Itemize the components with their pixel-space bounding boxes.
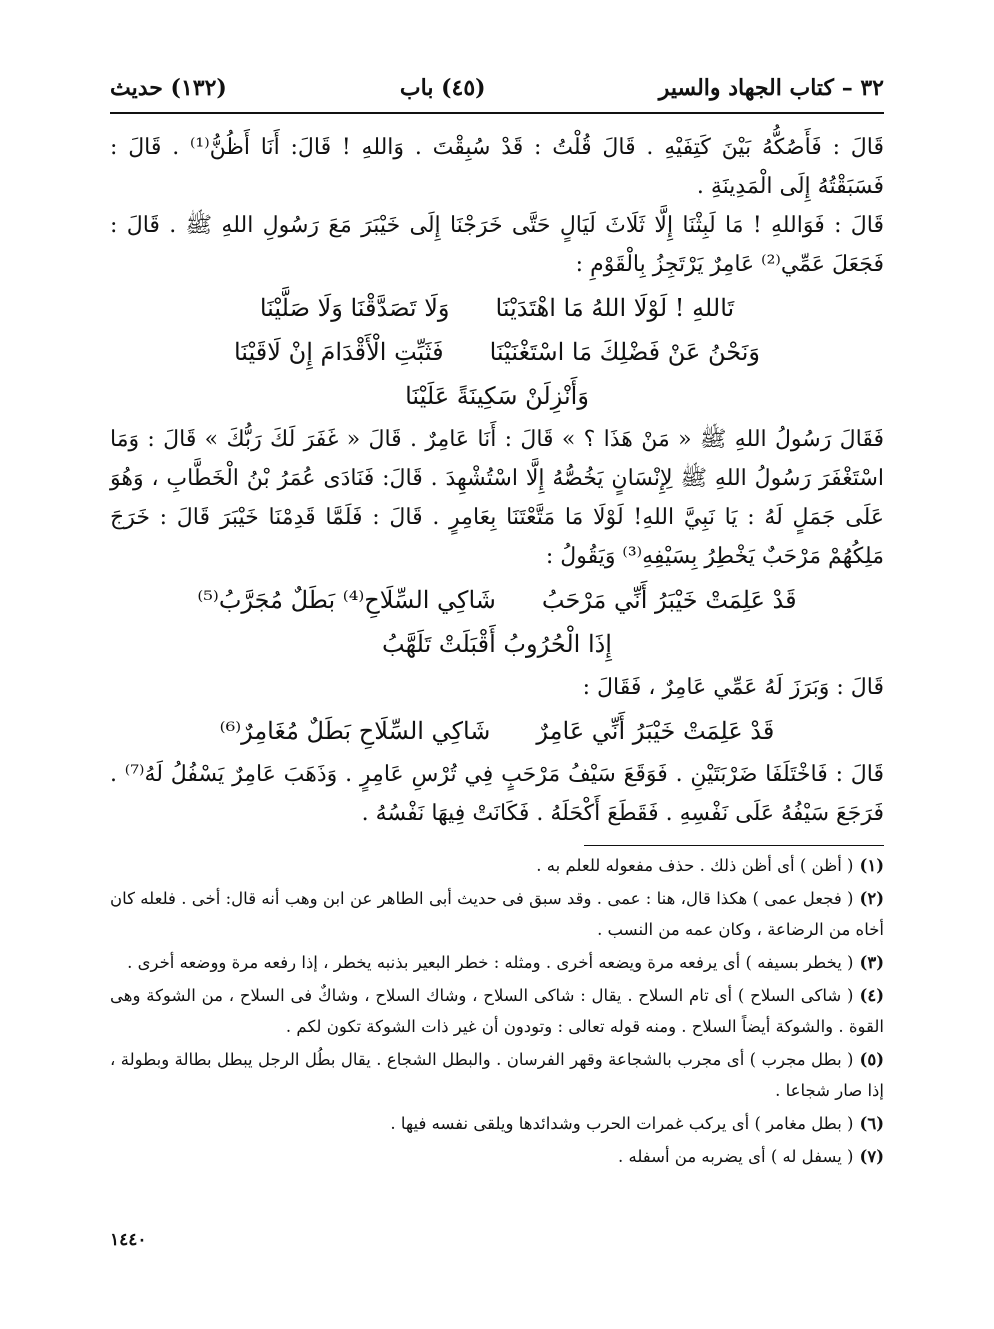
footnote-number: (٤) <box>859 986 884 1005</box>
page-title: ٣٢ – كتاب الجهاد والسير <box>658 75 884 101</box>
verse-hemistich: وَأَنْزِلَنْ سَكِينَةً عَلَيْنَا <box>405 382 589 410</box>
footnote-number: (٥) <box>859 1050 884 1069</box>
poem-2 <box>110 578 884 666</box>
footnote <box>110 947 884 978</box>
paragraph-2: قَالَ : فَوَاللهِ ! مَا لَبِثْنَا إِلَّا ثَلَاثَ لَيَالٍ حَتَّى خَرَجْنَا إِلَى خَيْبَرَ مَعَ رَسُولِ اللهِ ﷺ . قَالَ : فَجَعَلَ عَمِّي⁽²⁾ عَامِرٌ يَرْتَجِزُ بِالْقَوْمِ : <box>110 213 884 277</box>
poem-1 <box>110 286 884 418</box>
verse-line <box>110 374 884 418</box>
paragraph-4: قَالَ : وَبَرَزَ لَهُ عَمِّي عَامِرٌ ، فَقَالَ : <box>582 675 884 700</box>
chapter-label: (٤٥) باب <box>399 75 486 101</box>
footnote <box>110 1044 884 1106</box>
verse-hemistich: شَاكِي السِّلَاحِ⁽⁴⁾ بَطَلٌ مُجَرَّبُ⁽⁵⁾ <box>197 586 496 614</box>
footnote-number: (١) <box>859 856 884 875</box>
verse-hemistich: إِذَا الْحُرُوبُ أَقْبَلَتْ تَلَهَّبُ <box>382 630 612 658</box>
paragraph-5: قَالَ : فَاخْتَلَفَا ضَرْبَتَيْنِ . فَوَقَعَ سَيْفُ مَرْحَبٍ فِي تُرْسِ عَامِرٍ . وَذَهَبَ عَامِرٌ يَسْفُلُ لَهُ⁽⁷⁾ . فَرَجَعَ سَيْفُهُ عَلَى نَفْسِهِ . فَقَطَعَ أَكْحَلَهُ . فَكَانَتْ فِيهَا نَفْسُهُ . <box>110 762 884 826</box>
footnote-number: (٣) <box>859 953 884 972</box>
footnote <box>110 1141 884 1172</box>
verse-hemistich: وَنَحْنُ عَنْ فَضْلِكَ مَا اسْتَغْنَيْنَا <box>489 338 761 366</box>
verse-line <box>110 622 884 666</box>
hadith-number: (١٣٢) حديث <box>110 75 227 101</box>
verse-hemistich: تَاللهِ ! لَوْلَا اللهُ مَا اهْتَدَيْنَا <box>495 294 735 322</box>
paragraph-3: فَقَالَ رَسُولُ اللهِ ﷺ « مَنْ هَذَا ؟ » قَالَ : أَنَا عَامِرٌ . قَالَ « غَفَرَ لَكَ رَبُّكَ » قَالَ : وَمَا اسْتَغْفَرَ رَسُولُ اللهِ ﷺ لِإِنْسَانٍ يَخُصُّهُ إِلَّا اسْتُشْهِدَ . قَالَ: فَنَادَى عُمَرُ بْنُ الْخَطَّابِ ، وَهُوَ عَلَى جَمَلٍ لَهُ : يَا نَبِيَّ اللهِ! لَوْلَا مَا مَتَّعْتَنَا بِعَامِرٍ . قَالَ : فَلَمَّا قَدِمْنَا خَيْبَرَ قَالَ : خَرَجَ مَلِكُهُمْ مَرْحَبٌ يَخْطِرُ بِسَيْفِهِ⁽³⁾ وَيَقُولُ : <box>110 427 884 569</box>
footnote-text: ( يسفل له ) أى يضربه من أسفله . <box>617 1147 854 1166</box>
footnote-rule <box>584 845 884 846</box>
footnote-text: ( بطل مغامر ) أى يركب غمرات الحرب وشدائدها ويلقى نفسه فيها . <box>390 1114 854 1133</box>
footnote-text: ( يخطر بسيفه ) أى يرفعه مرة ويضعه أخرى . ومثله : خطر البعير بذنبه يخطر ، إذا رفعه مرة ووضعه أخرى . <box>127 953 854 972</box>
footnote-number: (٦) <box>859 1114 884 1133</box>
footnote-text: ( شاكى السلاح ) أى تام السلاح . يقال : شاكى السلاح ، وشاك السلاح ، وشاكٌ فى السلاح ، من الشوكة وهى القوة . والشوكة أيضاً السلاح . ومنه قوله تعالى : وتودون أن غير ذات الشوكة تكون لكم . <box>110 986 884 1036</box>
verse-hemistich: قَدْ عَلِمَتْ خَيْبَرُ أَنِّي عَامِرٌ <box>536 717 775 745</box>
footnote <box>110 1108 884 1139</box>
verse-hemistich: وَلَا تَصَدَّقْنَا وَلَا صَلَّيْنَا <box>259 294 450 322</box>
footnote-text: ( أظن ) أى أظن ذلك . حذف مفعوله للعلم به . <box>536 856 854 875</box>
header-rule <box>110 112 884 114</box>
footnotes <box>110 850 884 1174</box>
footnote-text: ( بطل مجرب ) أى مجرب بالشجاعة وقهر الفرسان . والبطل الشجاع . يقال بطُل الرجل يبطل بطالة وبطولة ، إذا صار شجاعا . <box>110 1050 884 1100</box>
footnote <box>110 883 884 945</box>
verse-line <box>110 709 884 753</box>
folio-number: ١٤٤٠ <box>110 1230 147 1250</box>
verse-hemistich: فَثَبِّتِ الْأَقْدَامَ إِنْ لَاقَيْنَا <box>233 338 444 366</box>
poem-3 <box>110 709 884 753</box>
footnote-text: ( فجعل عمى ) هكذا قال، هنا : عمى . وقد سبق فى حديث أبى الطاهر عن ابن وهب أنه قال: أخى . فلعله كان أخاه من الرضاعة ، وكان عمه من النسب . <box>110 889 884 939</box>
verse-line <box>110 578 884 622</box>
verse-line <box>110 286 884 330</box>
page-header <box>110 70 884 106</box>
footnote-number: (٧) <box>859 1147 884 1166</box>
footnote-number: (٢) <box>859 889 884 908</box>
hadith-text <box>110 128 884 833</box>
verse-hemistich: شَاكِي السِّلَاحِ بَطَلٌ مُغَامِرٌ⁽⁶⁾ <box>219 717 491 745</box>
footnote <box>110 850 884 881</box>
footnote <box>110 980 884 1042</box>
verse-line <box>110 330 884 374</box>
paragraph-1: قَالَ : فَأَصُكُّهُ بَيْنَ كَتِفَيْهِ . قَالَ قُلْتُ : قَدْ سُبِقْتَ . وَاللهِ ! قَالَ: أَنَا أَظُنُّ⁽¹⁾ . قَالَ : فَسَبَقْتُهُ إِلَى الْمَدِينَةِ . <box>110 135 884 199</box>
verse-hemistich: قَدْ عَلِمَتْ خَيْبَرُ أَنِّي مَرْحَبُ <box>541 586 797 614</box>
